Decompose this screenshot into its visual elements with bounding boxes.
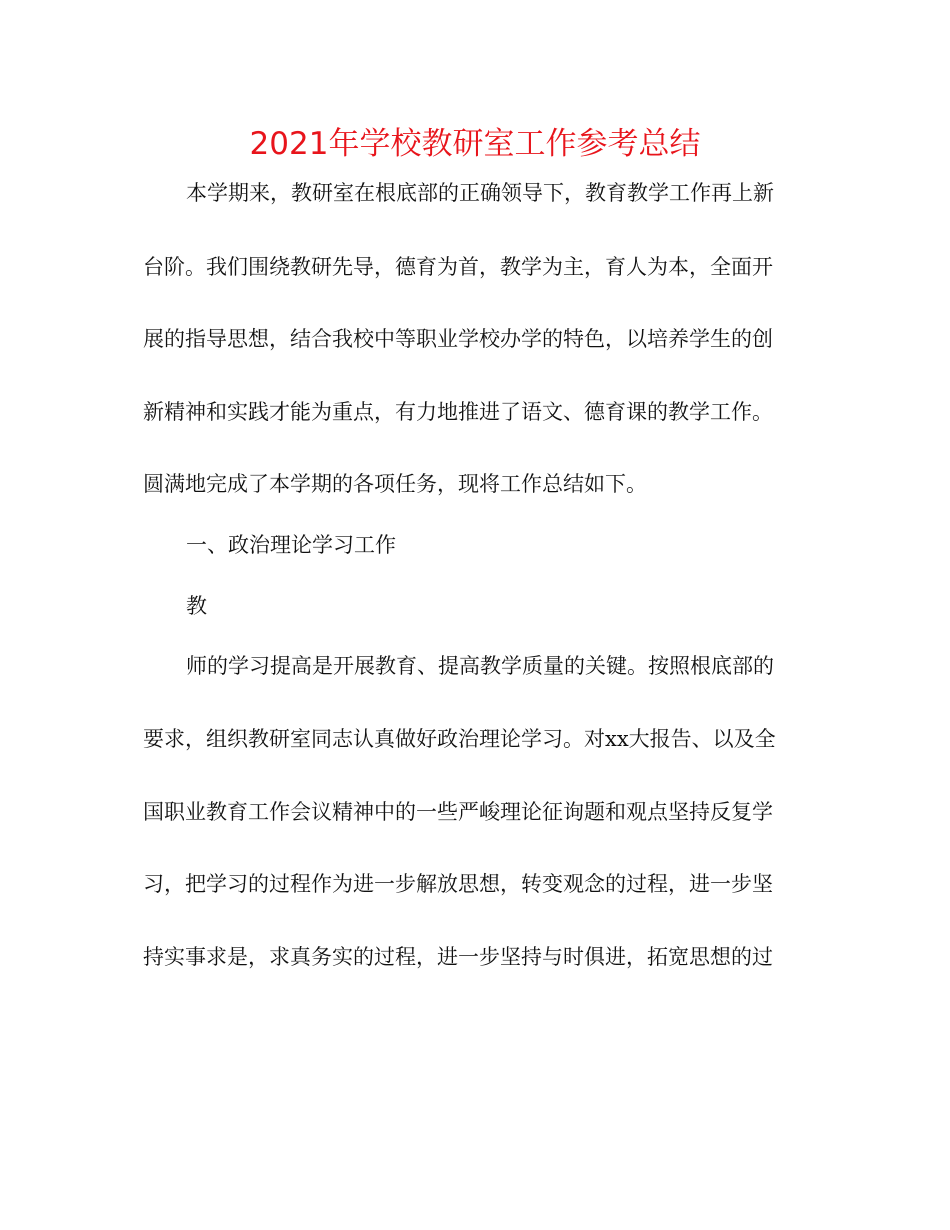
document-title: 2021年学校教研室工作参考总结 bbox=[249, 126, 701, 162]
paragraph-line-6: 教 bbox=[186, 594, 207, 618]
paragraph-line-10: 习，把学习的过程作为进一步解放思想，转变观念的过程，进一步坚 bbox=[143, 872, 773, 896]
paragraph-line-1: 本学期来，教研室在根底部的正确领导下，教育教学工作再上新 bbox=[186, 181, 774, 205]
paragraph-line-4: 新精神和实践才能为重点，有力地推进了语文、德育课的教学工作。 bbox=[143, 400, 773, 424]
paragraph-line-9: 国职业教育工作会议精神中的一些严峻理论征询题和观点坚持反复学 bbox=[143, 800, 773, 824]
paragraph-line-11: 持实事求是，求真务实的过程，进一步坚持与时俱进，拓宽思想的过 bbox=[143, 945, 773, 969]
paragraph-line-2: 台阶。我们围绕教研先导，德育为首，教学为主，育人为本，全面开 bbox=[143, 255, 773, 279]
paragraph-line-3: 展的指导思想，结合我校中等职业学校办学的特色，以培养学生的创 bbox=[143, 327, 773, 351]
paragraph-line-5: 圆满地完成了本学期的各项任务，现将工作总结如下。 bbox=[143, 472, 647, 496]
section-heading: 一、政治理论学习工作 bbox=[186, 533, 396, 557]
paragraph-line-8: 要求，组织教研室同志认真做好政治理论学习。对xx大报告、以及全 bbox=[143, 727, 776, 751]
paragraph-line-7: 师的学习提高是开展教育、提高教学质量的关键。按照根底部的 bbox=[186, 654, 774, 678]
